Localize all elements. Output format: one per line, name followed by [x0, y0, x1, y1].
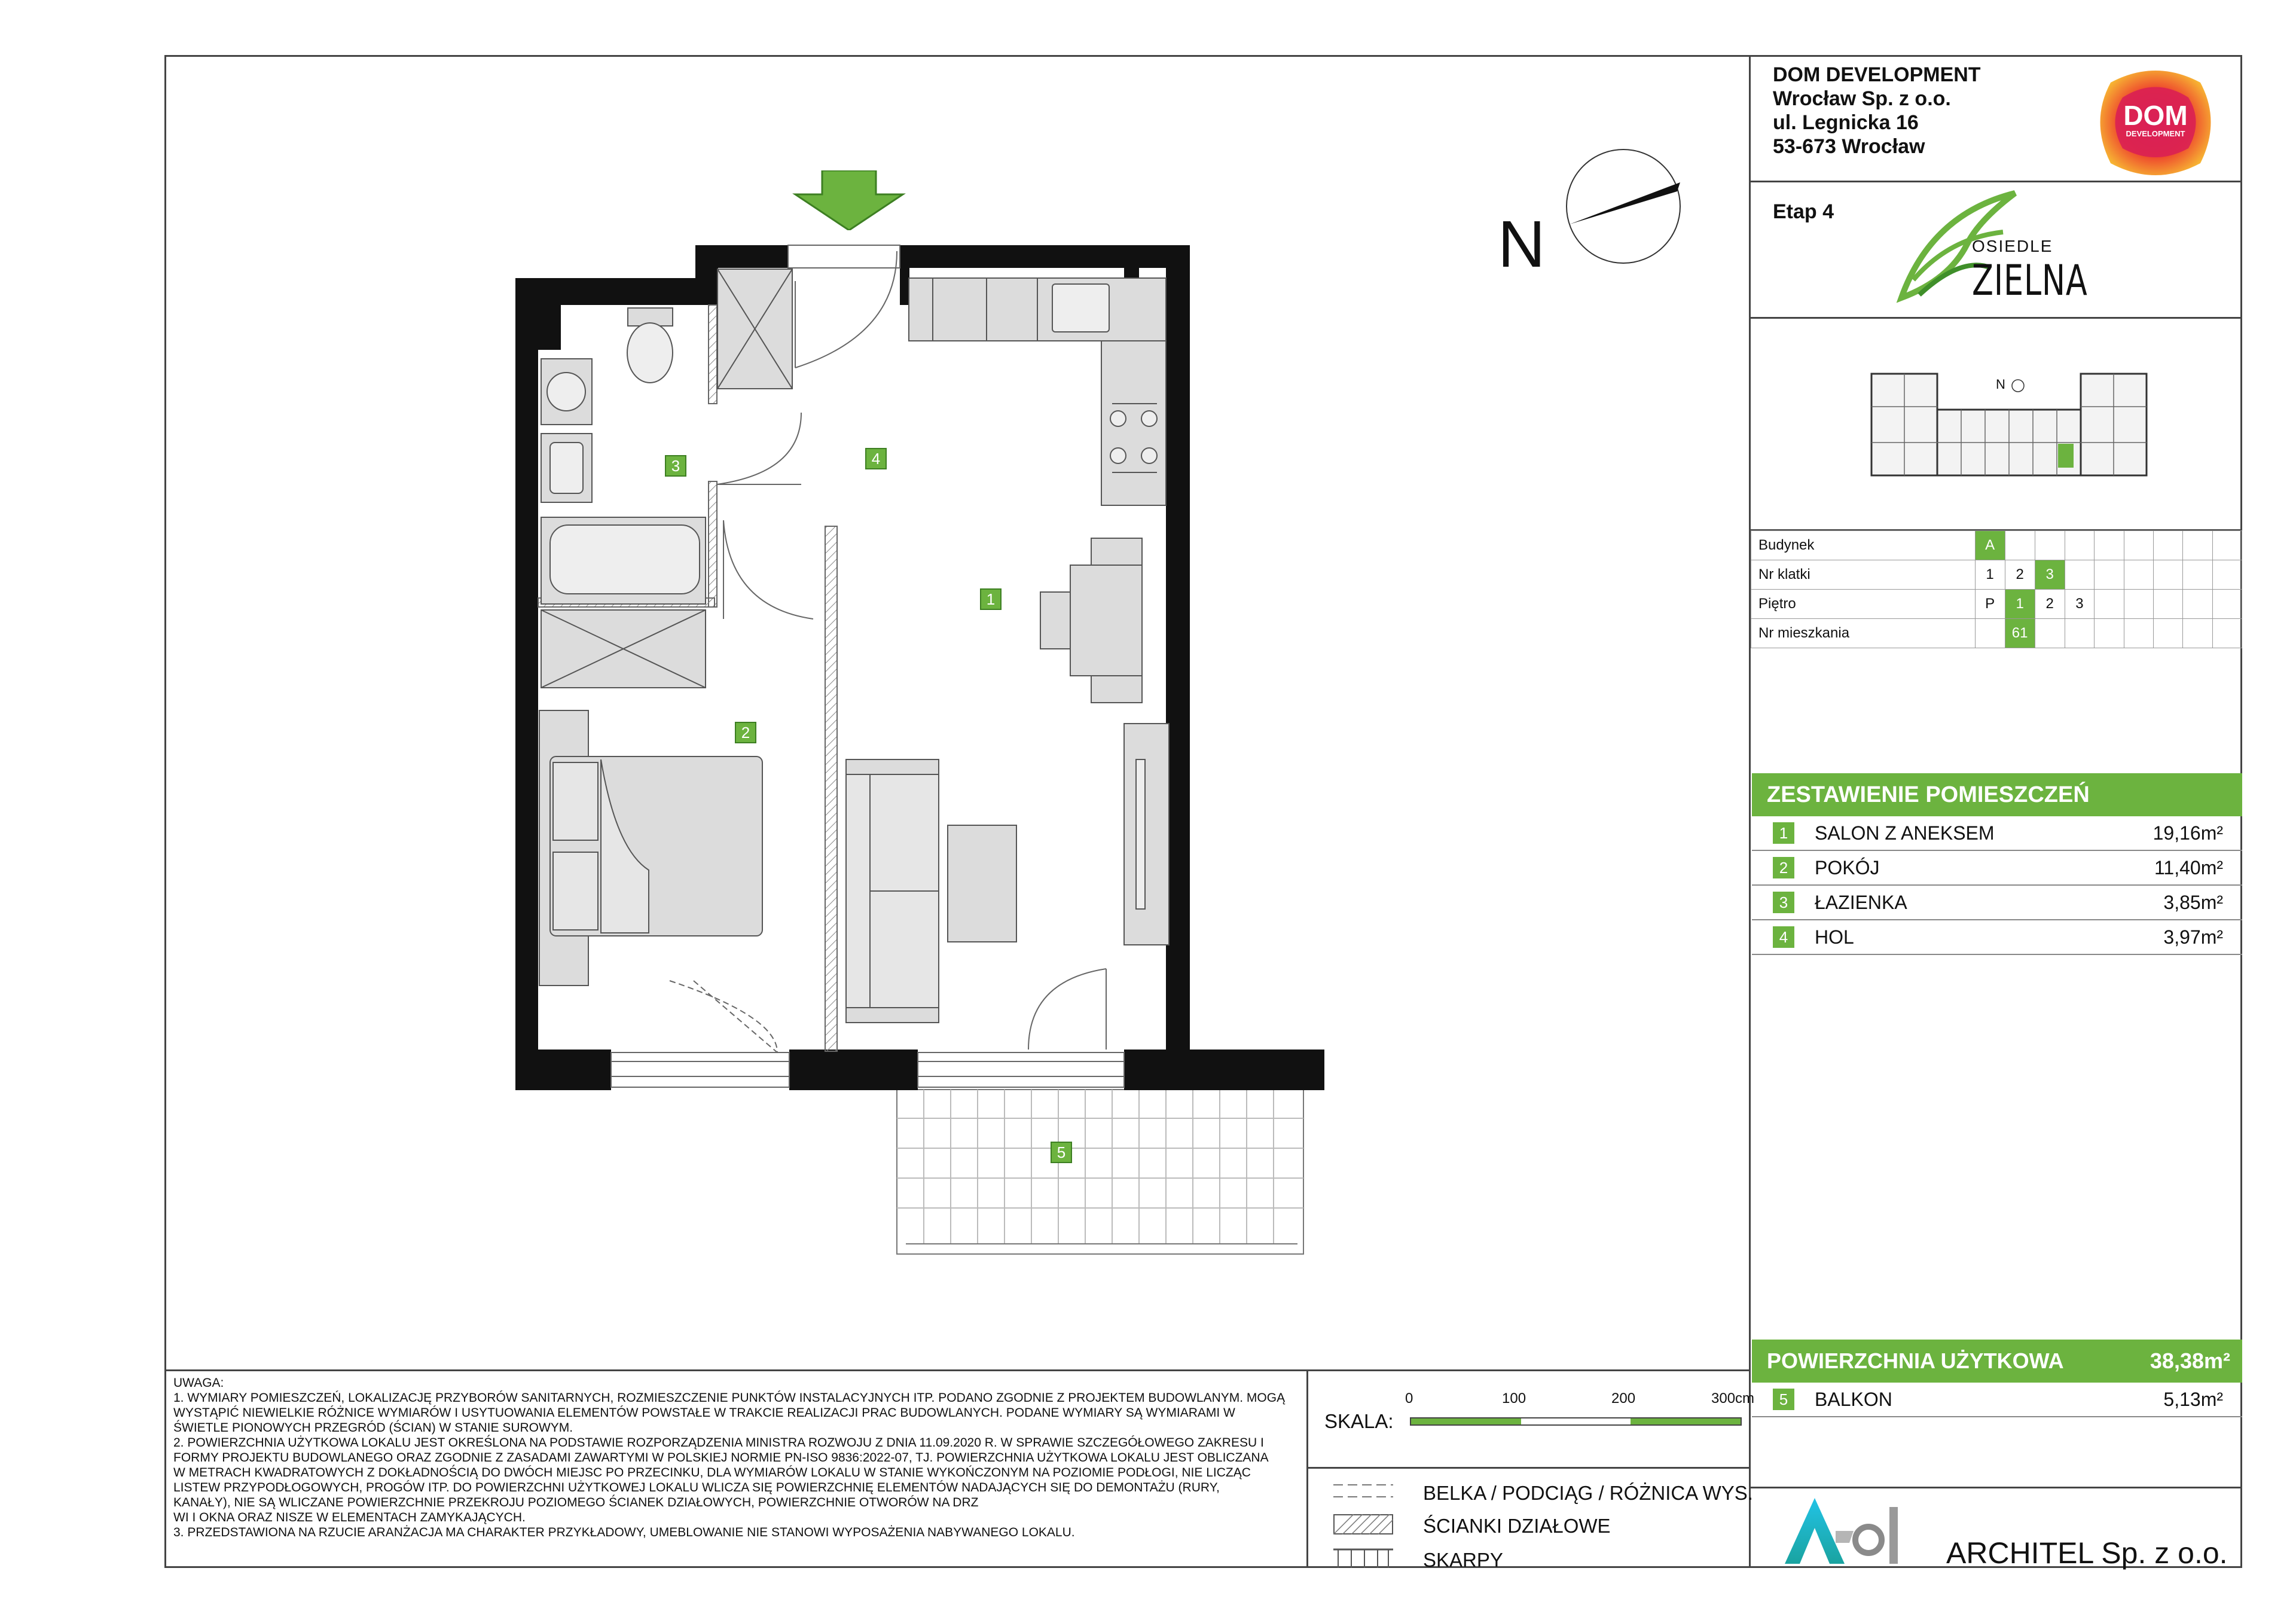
room-number-badge: 1 [1773, 822, 1794, 844]
logo-zielna-text: ZIELNA [1972, 256, 2088, 305]
key-plan [1866, 359, 2152, 484]
location-cell: 2 [2035, 590, 2065, 619]
developer-city: 53-673 Wrocław [1773, 135, 1925, 158]
location-row [1751, 531, 2242, 560]
location-row [1751, 590, 2242, 619]
osiedle-zielna-logo [1895, 190, 2117, 310]
location-cell [2035, 531, 2065, 560]
room-name: HOL [1815, 926, 1854, 948]
room-area: 11,40m² [2154, 857, 2223, 878]
location-cell: 3 [2065, 590, 2095, 619]
scale-tick-200: 200 [1611, 1390, 1636, 1407]
location-cell [2124, 619, 2153, 648]
divider [1751, 1487, 2242, 1488]
location-cell [2095, 560, 2124, 590]
room-row [1752, 886, 2242, 920]
location-cell [2153, 531, 2182, 560]
notes-lines [173, 1390, 1297, 1540]
room-area: 5,13m² [2163, 1389, 2223, 1410]
location-cell [2153, 619, 2182, 648]
stage-label: Etap 4 [1773, 200, 1834, 223]
location-cell: 61 [2005, 619, 2035, 648]
notes-block [173, 1375, 1297, 1540]
location-cell [2065, 619, 2095, 648]
location-cell [2183, 590, 2212, 619]
room-row [1752, 920, 2242, 955]
legend-text-sill: SKARPY [1423, 1549, 1503, 1571]
plan-label-1: 1 [986, 590, 996, 608]
usable-area-bar [1752, 1340, 2242, 1383]
location-cell [2212, 560, 2242, 590]
legend-icon-dashed [1333, 1482, 1393, 1503]
logo-osiedle-text: OSIEDLE [1972, 237, 2053, 255]
room-name: ŁAZIENKA [1815, 892, 1907, 913]
sidebar-divider [1749, 55, 1751, 1568]
note-line: WI I OKNA ORAZ NISZE W ELEMENTACH ZAMYKAJĄCYCH. [173, 1511, 526, 1524]
plan-label-3: 3 [671, 457, 680, 475]
plan-label-4: 4 [871, 450, 881, 468]
rooms-header: ZESTAWIENIE POMIESZCZEŃ [1752, 773, 2242, 816]
location-cell [2212, 619, 2242, 648]
location-cell [2065, 560, 2095, 590]
location-cell [2153, 560, 2182, 590]
location-cell: 2 [2005, 560, 2035, 590]
architel-logo [1779, 1495, 1934, 1566]
notes-title: UWAGA: [173, 1376, 224, 1390]
legend-icon-sill [1333, 1548, 1393, 1571]
room-row [1752, 851, 2242, 886]
legend-text-beam: BELKA / PODCIĄG / RÓŻNICA WYS. [1423, 1482, 1753, 1504]
location-cell [2183, 560, 2212, 590]
location-cell [2035, 619, 2065, 648]
location-cell [2065, 531, 2095, 560]
logo-dom-text: DOM [2123, 100, 2188, 131]
room-number-badge: 2 [1773, 857, 1794, 878]
room-number-badge: 3 [1773, 892, 1794, 913]
room-area: 19,16m² [2152, 822, 2223, 844]
legend-icon-hatch [1333, 1514, 1393, 1537]
room-name: BALKON [1815, 1389, 1892, 1410]
note-line: LISTEW PRZYPODŁOGOWYCH, PROGÓW ITP. DO POWIERZCHNI UŻYTKOWEJ LOKALU WLICZA SIĘ POWIERZCHNIĘ ELEMENTÓW NADAJĄCYCH SIĘ DO DEMONTAŻU (RURY, [173, 1481, 1220, 1494]
scale-label: SKALA: [1324, 1410, 1394, 1432]
scale-tick-100: 100 [1502, 1390, 1526, 1407]
note-line: 1. WYMIARY POMIESZCZEŃ, LOKALIZACJĘ PRZYBORÓW SANITARNYCH, ROZMIESZCZENIE PUNKTÓW INSTALACYJNYCH ITP. PODANO ZGODNIE Z PROJEKTEM BUDOWLANYM. MOGĄ [173, 1391, 1286, 1405]
room-number-badge: 5 [1773, 1389, 1794, 1410]
location-row-label: Budynek [1751, 531, 1976, 560]
divider [1751, 181, 2242, 182]
note-line: WYSTĄPIĆ NIEWIELKIE RÓŻNICE WYMIARÓW I USYTUOWANIA ELEMENTÓW POWSTAŁE W TRAKCIE REALIZACJI PRAC BUDOWLANYCH. PODANE WYMIARY SĄ WYMIARAMI W [173, 1406, 1235, 1420]
scale-tick-300: 300cm [1711, 1390, 1755, 1407]
location-cell [1975, 619, 2005, 648]
location-cell [2183, 619, 2212, 648]
location-row [1751, 619, 2242, 648]
location-cell [2095, 590, 2124, 619]
note-line: 2. POWIERZCHNIA UŻYTKOWA LOKALU JEST OKREŚLONA NA PODSTAWIE ROZPORZĄDZENIA MINISTRA ROZWOJU Z DNIA 11.09.2020 R. W SPRAWIE SZCZEGÓŁOWEGO ZAKRESU I [173, 1436, 1264, 1450]
room-number-badge: 4 [1773, 926, 1794, 948]
location-cell [2005, 531, 2035, 560]
location-cell [2153, 590, 2182, 619]
note-line: KANAŁY), NIE SĄ WLICZANE POWIERZCHNIE PRZEKROJU POZIOMEGO ŚCIANEK DZIAŁOWYCH, POWIERZCHNIE OTWORÓW NA DRZ [173, 1496, 979, 1509]
legend-text-partition: ŚCIANKI DZIAŁOWE [1423, 1515, 1611, 1537]
room-row [1752, 816, 2242, 851]
room-area: 3,97m² [2163, 926, 2223, 948]
note-line: 3. PRZEDSTAWIONA NA RZUCIE ARANŻACJA MA CHARAKTER PRZYKŁADOWY, UMEBLOWANIE NIE STANOWI WYPOSAŻENIA NABYWANEGO LOKALU. [173, 1526, 1075, 1539]
scale-tick-0: 0 [1405, 1390, 1413, 1407]
location-row-label: Piętro [1751, 590, 1976, 619]
location-cell [2124, 590, 2153, 619]
usable-area-value: 38,38m² [2150, 1349, 2230, 1373]
balcony-row [1752, 1383, 2242, 1417]
note-line: W METRACH KWADRATOWYCH Z DOKŁADNOŚCIĄ DO DWÓCH MIEJSC PO PRZECINKU, DLA WYMIARÓW LOKALU W STANIE WYKOŃCZONYM NA POZIOMIE PODŁOGI, NIE LICZĄC [173, 1466, 1251, 1479]
developer-street: ul. Legnicka 16 [1773, 111, 1919, 134]
scale-bar [1410, 1417, 1742, 1426]
location-cell: 1 [2005, 590, 2035, 619]
keyplan-north-label: N [1996, 377, 2005, 392]
location-cell: P [1975, 590, 2005, 619]
developer-company: Wrocław Sp. z o.o. [1773, 87, 1951, 110]
divider [1306, 1467, 1751, 1469]
room-name: SALON Z ANEKSEM [1815, 822, 1995, 844]
room-area: 3,85m² [2163, 892, 2223, 913]
location-table [1751, 530, 2242, 648]
location-cell [2212, 531, 2242, 560]
north-label: N [1498, 208, 1546, 281]
logo-development-text: DEVELOPMENT [2126, 129, 2185, 138]
location-row-label: Nr mieszkania [1751, 619, 1976, 648]
location-cell [2183, 531, 2212, 560]
location-cell [2124, 560, 2153, 590]
developer-name: DOM DEVELOPMENT [1773, 63, 1981, 86]
location-cell: 3 [2035, 560, 2065, 590]
location-cell: A [1975, 531, 2005, 560]
location-cell: 1 [1975, 560, 2005, 590]
location-cell [2212, 590, 2242, 619]
note-line: ŚWIETLE PIONOWYCH PRZEGRÓD (ŚCIAN) W STANIE SUROWYM. [173, 1421, 573, 1435]
plan-label-2: 2 [741, 724, 750, 742]
location-row [1751, 560, 2242, 590]
location-cell [2095, 531, 2124, 560]
room-name: POKÓJ [1815, 857, 1880, 878]
divider [164, 1369, 1751, 1371]
plan-label-5: 5 [1057, 1143, 1066, 1161]
architect-name: ARCHITEL Sp. z o.o. [1946, 1536, 2228, 1570]
location-row-label: Nr klatki [1751, 560, 1976, 590]
note-line: FORMY PROJEKTU BUDOWLANEGO ORAZ ZGODNIE Z ZASADAMI ZAWARTYMI W POLSKIEJ NORMIE PN-ISO 9836:2022-07, TJ. POWIERZCHNIA UŻYTKOWA LOKALU JEST OBLICZANA [173, 1451, 1269, 1465]
divider [1306, 1369, 1308, 1568]
developer-info [1773, 63, 1981, 158]
dom-development-logo [2093, 65, 2218, 181]
divider [1751, 317, 2242, 319]
location-cell [2124, 531, 2153, 560]
usable-area-label: POWIERZCHNIA UŻYTKOWA [1767, 1349, 2064, 1373]
location-cell [2095, 619, 2124, 648]
